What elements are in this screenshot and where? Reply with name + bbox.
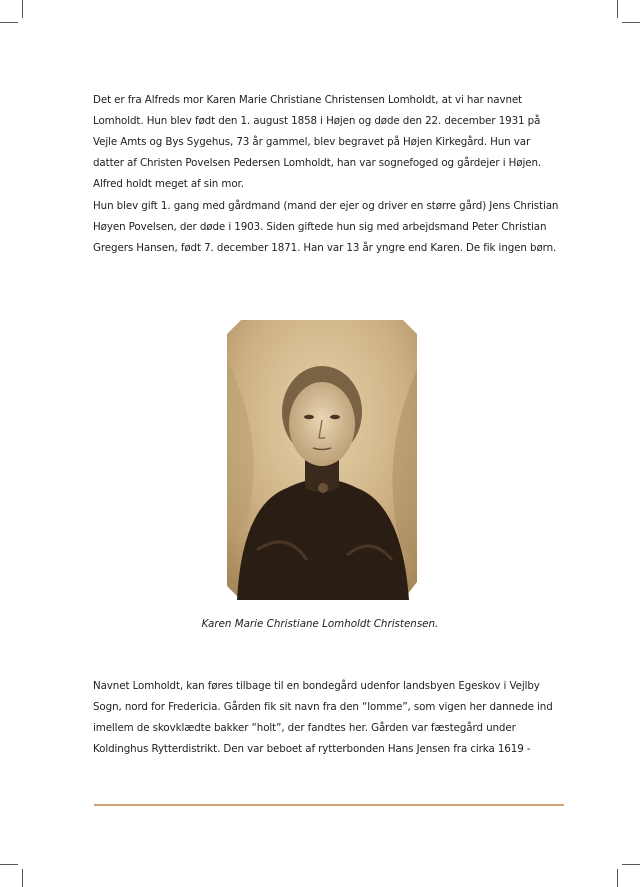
crop-mark <box>22 0 23 18</box>
crop-mark <box>617 869 618 887</box>
crop-mark <box>0 22 18 23</box>
crop-mark <box>0 864 18 865</box>
photo-caption: Karen Marie Christiane Lomholdt Christensen. <box>201 618 439 630</box>
footer-rule <box>94 804 564 806</box>
crop-mark <box>22 869 23 887</box>
paragraph-intro: Det er fra Alfreds mor Karen Marie Christiane Christensen Lomholdt, at vi har navnet Lomholdt. Hun blev født den 1. august 1858 i Højen og døde den 22. december 1931 på Vejle Amts og Bys Sygehus, 73 år gammel, blev begravet på Højen Kirkegård. Hun var datter af Christen Povelsen Pedersen Lomholdt, han var sognefoged og gårdejer i Højen. Alfred holdt meget af sin mor. <box>93 94 542 190</box>
crop-mark <box>617 0 618 18</box>
portrait-photo <box>227 320 417 600</box>
crop-mark <box>622 22 640 23</box>
paragraph-name-origin: Navnet Lomholdt, kan føres tilbage til en bondegård udenfor landsbyen Egeskov i Vejlby Sogn, nord for Fredericia. Gården fik sit navn fra den “lomme”, som vigen her dannede ind imellem de skovklædte bakker “holt”, der fandtes her. Gården var fæstegård under Koldinghus Rytterdistrikt. Den var beboet af rytterbonden Hans Jensen fra cirka 1619 - <box>93 680 553 755</box>
paragraph-marriage: Hun blev gift 1. gang med gårdmand (mand der ejer og driver en større gård) Jens Christian Høyen Povelsen, der døde i 1903. Siden giftede hun sig med arbejdsmand Peter Christian Gregers Hansen, født 7. december 1871. Han var 13 år yngre end Karen. De fik ingen børn. <box>93 200 559 254</box>
crop-mark <box>622 864 640 865</box>
